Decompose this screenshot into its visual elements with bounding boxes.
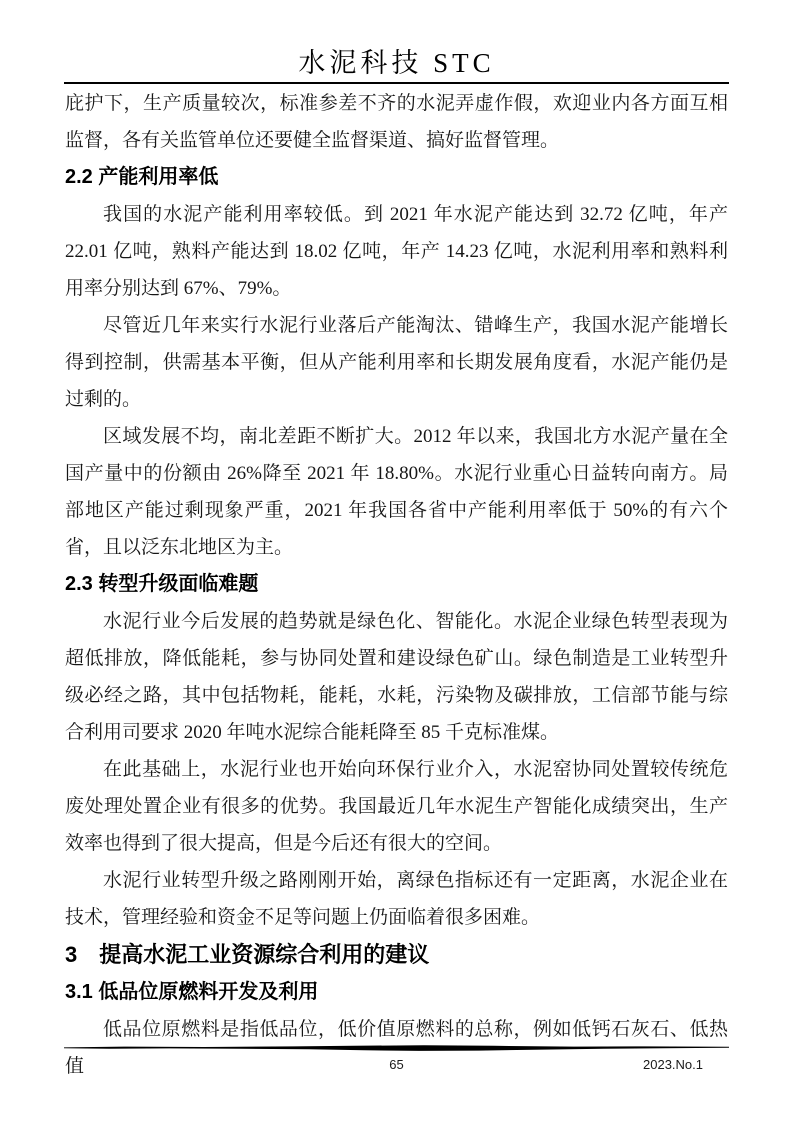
page-footer [65,1057,728,1075]
header-rule [64,82,729,84]
chapter-heading-3: 3 提高水泥工业资源综合利用的建议 [65,942,430,967]
section-heading-2-2: 2.2 产能利用率低 [65,166,219,188]
paragraph-capacity-utilization: 我国的水泥产能利用率较低。到 2021 年水泥产能达到 32.72 亿吨，年产 22.01 亿吨，熟料产能达到 18.02 亿吨，年产 14.23 亿吨，水泥利用率和熟料利用率分别达到 67%、79%。 [65,204,728,299]
paragraph-green-transition: 水泥行业今后发展的趋势就是绿色化、智能化。水泥企业绿色转型表现为超低排放，降低能耗，参与协同处置和建设绿色矿山。绿色制造是工业转型升级必经之路，其中包括物耗，能耗，水耗，污染物及碳排放，工信部节能与综合利用司要求 2020 年吨水泥综合能耗降至 85 千克标准煤。 [65,611,728,743]
section-heading-2-3: 2.3 转型升级面临难题 [65,573,259,595]
paragraph-overcapacity: 尽管近几年来实行水泥行业落后产能淘汰、错峰生产，我国水泥产能增长得到控制，供需基本平衡，但从产能利用率和长期发展角度看，水泥产能仍是过剩的。 [65,315,728,410]
paragraph-continued: 庇护下，生产质量较次，标准参差不齐的水泥弄虚作假，欢迎业内各方面互相监督，各有关监管单位还要健全监督渠道、搞好监督管理。 [65,93,728,151]
page-number: 65 [389,1057,404,1072]
article-body [65,85,728,1085]
footer-rule [64,1044,729,1054]
issue-label: 2023.No.1 [643,1057,703,1072]
paragraph-transition-difficulties: 水泥行业转型升级之路刚刚开始，离绿色指标还有一定距离，水泥企业在技术，管理经验和资金不足等问题上仍面临着很多困难。 [65,870,728,928]
journal-title: 水泥科技 STC [298,48,495,78]
paragraph-environmental-entry: 在此基础上，水泥行业也开始向环保行业介入，水泥窑协同处置较传统危废处理处置企业有很多的优势。我国最近几年水泥生产智能化成绩突出，生产效率也得到了很大提高，但是今后还有很大的空间。 [65,759,728,854]
section-heading-3-1: 3.1 低品位原燃料开发及利用 [65,981,319,1003]
paragraph-low-grade-fuel: 低品位原燃料是指低品位，低价值原燃料的总称，例如低钙石灰石、低热值 [65,1019,728,1077]
paragraph-regional-imbalance: 区域发展不均，南北差距不断扩大。2012 年以来，我国北方水泥产量在全国产量中的份额由 26%降至 2021 年 18.80%。水泥行业重心日益转向南方。局部地区产能过剩现象严重，2021 年我国各省中产能利用率低于 50%的有六个省，且以泛东北地区为主。 [65,426,728,558]
